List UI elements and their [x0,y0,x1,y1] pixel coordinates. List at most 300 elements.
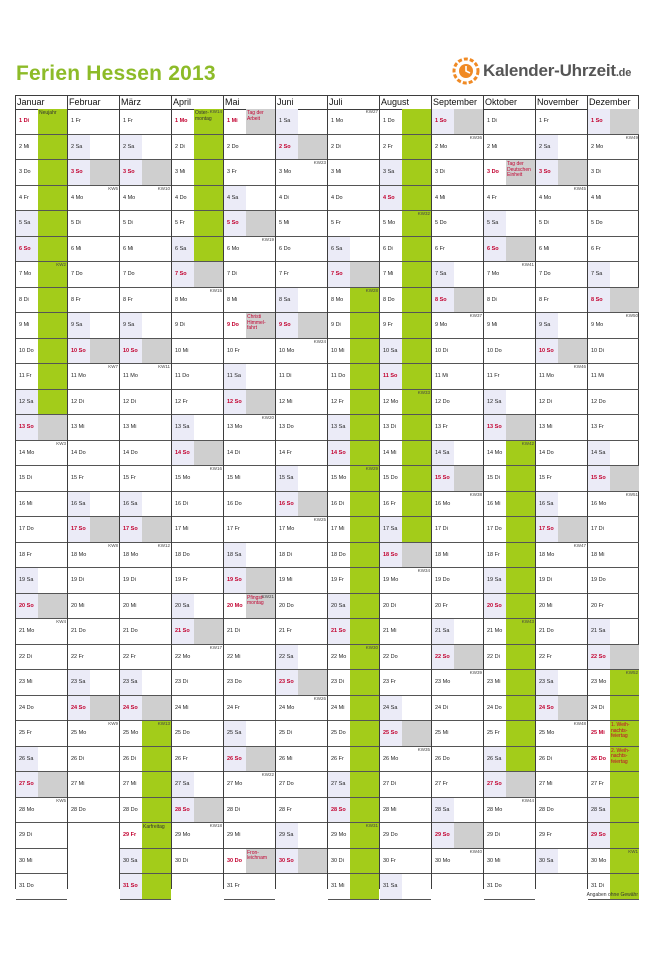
day-cell[interactable] [484,568,535,594]
day-cell[interactable] [120,772,171,798]
day-cell[interactable] [484,313,535,339]
day-cell[interactable] [380,466,431,492]
day-cell[interactable] [484,364,535,390]
day-cell[interactable] [172,211,223,237]
day-cell[interactable] [432,619,483,645]
day-cell[interactable] [484,415,535,441]
day-cell[interactable] [484,670,535,696]
day-cell[interactable] [588,696,639,722]
day-cell[interactable] [276,823,327,849]
day-cell[interactable] [224,619,275,645]
day-cell[interactable] [224,645,275,671]
day-cell[interactable] [328,237,379,263]
day-cell[interactable] [172,696,223,722]
day-cell[interactable] [68,747,119,773]
day-cell[interactable] [588,415,639,441]
day-cell[interactable] [172,517,223,543]
day-cell[interactable] [120,849,171,875]
day-cell[interactable] [16,543,67,569]
day-cell[interactable] [432,798,483,824]
day-cell[interactable] [68,364,119,390]
day-cell[interactable] [484,798,535,824]
day-cell[interactable] [16,288,67,314]
day-cell[interactable] [328,262,379,288]
day-cell[interactable] [68,492,119,518]
day-cell[interactable] [328,492,379,518]
day-cell[interactable] [120,415,171,441]
day-cell[interactable] [536,135,587,161]
day-cell[interactable] [380,441,431,467]
day-cell[interactable] [380,568,431,594]
day-cell[interactable] [120,543,171,569]
day-cell[interactable] [432,390,483,416]
day-cell[interactable] [328,798,379,824]
day-cell[interactable] [276,517,327,543]
day-cell[interactable] [432,645,483,671]
day-cell[interactable] [484,645,535,671]
day-cell[interactable] [276,262,327,288]
day-cell[interactable] [328,441,379,467]
day-cell[interactable] [536,721,587,747]
day-cell[interactable] [172,543,223,569]
day-cell[interactable] [224,772,275,798]
day-cell[interactable] [588,211,639,237]
day-cell[interactable] [276,466,327,492]
day-cell[interactable] [536,288,587,314]
day-cell[interactable] [380,109,431,135]
day-cell[interactable] [588,237,639,263]
day-cell[interactable] [536,619,587,645]
day-cell[interactable] [380,313,431,339]
day-cell[interactable] [172,288,223,314]
day-cell[interactable] [484,849,535,875]
day-cell[interactable] [120,441,171,467]
day-cell[interactable] [120,874,171,900]
day-cell[interactable] [16,211,67,237]
day-cell[interactable] [224,696,275,722]
day-cell[interactable] [328,186,379,212]
day-cell[interactable] [120,670,171,696]
day-cell[interactable] [224,237,275,263]
day-cell[interactable] [484,466,535,492]
day-cell[interactable] [224,798,275,824]
day-cell[interactable] [328,696,379,722]
day-cell[interactable] [588,594,639,620]
day-cell[interactable] [120,747,171,773]
day-cell[interactable] [588,543,639,569]
day-cell[interactable] [432,696,483,722]
day-cell[interactable] [172,772,223,798]
day-cell[interactable] [276,721,327,747]
day-cell[interactable] [588,619,639,645]
day-cell[interactable] [172,594,223,620]
day-cell[interactable] [536,237,587,263]
day-cell[interactable] [536,160,587,186]
day-cell[interactable] [16,823,67,849]
day-cell[interactable] [224,109,275,135]
day-cell[interactable] [172,441,223,467]
day-cell[interactable] [380,696,431,722]
day-cell[interactable] [16,721,67,747]
day-cell[interactable] [588,849,639,875]
day-cell[interactable] [484,594,535,620]
day-cell[interactable] [328,415,379,441]
day-cell[interactable] [328,390,379,416]
day-cell[interactable] [224,364,275,390]
day-cell[interactable] [224,186,275,212]
day-cell[interactable] [484,696,535,722]
day-cell[interactable] [276,364,327,390]
day-cell[interactable] [432,160,483,186]
day-cell[interactable] [484,211,535,237]
day-cell[interactable] [224,517,275,543]
day-cell[interactable] [172,237,223,263]
day-cell[interactable] [68,160,119,186]
day-cell[interactable] [16,874,67,900]
day-cell[interactable] [588,186,639,212]
day-cell[interactable] [120,109,171,135]
day-cell[interactable] [276,415,327,441]
day-cell[interactable] [16,186,67,212]
day-cell[interactable] [68,466,119,492]
day-cell[interactable] [484,721,535,747]
day-cell[interactable] [16,339,67,365]
day-cell[interactable] [224,211,275,237]
day-cell[interactable] [588,390,639,416]
site-logo[interactable] [451,52,641,90]
day-cell[interactable] [68,390,119,416]
day-cell[interactable] [276,186,327,212]
day-cell[interactable] [328,517,379,543]
day-cell[interactable] [588,109,639,135]
day-cell[interactable] [380,339,431,365]
day-cell[interactable] [588,262,639,288]
day-cell[interactable] [224,747,275,773]
day-cell[interactable] [172,109,223,135]
day-cell[interactable] [276,211,327,237]
day-cell[interactable] [484,339,535,365]
day-cell[interactable] [172,645,223,671]
day-cell[interactable] [380,135,431,161]
day-cell[interactable] [16,696,67,722]
day-cell[interactable] [172,364,223,390]
day-cell[interactable] [120,364,171,390]
day-cell[interactable] [380,237,431,263]
day-cell[interactable] [120,798,171,824]
day-cell[interactable] [380,645,431,671]
day-cell[interactable] [68,619,119,645]
day-cell[interactable] [328,670,379,696]
day-cell[interactable] [484,492,535,518]
day-cell[interactable] [536,109,587,135]
day-cell[interactable] [328,619,379,645]
day-cell[interactable] [588,670,639,696]
day-cell[interactable] [588,721,639,747]
day-cell[interactable] [484,517,535,543]
day-cell[interactable] [172,798,223,824]
day-cell[interactable] [276,339,327,365]
day-cell[interactable] [68,772,119,798]
day-cell[interactable] [536,211,587,237]
day-cell[interactable] [588,466,639,492]
day-cell[interactable] [380,517,431,543]
day-cell[interactable] [588,160,639,186]
day-cell[interactable] [68,670,119,696]
day-cell[interactable] [432,211,483,237]
day-cell[interactable] [484,135,535,161]
day-cell[interactable] [536,364,587,390]
day-cell[interactable] [380,747,431,773]
day-cell[interactable] [172,721,223,747]
day-cell[interactable] [432,262,483,288]
day-cell[interactable] [16,517,67,543]
day-cell[interactable] [172,313,223,339]
day-cell[interactable] [380,874,431,900]
day-cell[interactable] [16,237,67,263]
day-cell[interactable] [276,568,327,594]
day-cell[interactable] [276,645,327,671]
day-cell[interactable] [172,466,223,492]
day-cell[interactable] [380,849,431,875]
day-cell[interactable] [16,364,67,390]
day-cell[interactable] [16,568,67,594]
day-cell[interactable] [276,849,327,875]
day-cell[interactable] [120,186,171,212]
day-cell[interactable] [328,747,379,773]
day-cell[interactable] [276,135,327,161]
day-cell[interactable] [120,339,171,365]
day-cell[interactable] [328,645,379,671]
day-cell[interactable] [432,772,483,798]
day-cell[interactable] [432,823,483,849]
day-cell[interactable] [484,772,535,798]
day-cell[interactable] [588,823,639,849]
day-cell[interactable] [484,262,535,288]
day-cell[interactable] [484,823,535,849]
day-cell[interactable] [224,441,275,467]
day-cell[interactable] [588,288,639,314]
day-cell[interactable] [276,670,327,696]
day-cell[interactable] [484,747,535,773]
day-cell[interactable] [536,313,587,339]
day-cell[interactable] [588,645,639,671]
day-cell[interactable] [536,262,587,288]
day-cell[interactable] [16,390,67,416]
day-cell[interactable] [172,415,223,441]
day-cell[interactable] [276,160,327,186]
day-cell[interactable] [484,186,535,212]
day-cell[interactable] [380,594,431,620]
day-cell[interactable] [276,594,327,620]
day-cell[interactable] [68,696,119,722]
day-cell[interactable] [120,466,171,492]
day-cell[interactable] [432,670,483,696]
day-cell[interactable] [276,109,327,135]
day-cell[interactable] [68,721,119,747]
day-cell[interactable] [536,390,587,416]
day-cell[interactable] [16,262,67,288]
day-cell[interactable] [172,823,223,849]
day-cell[interactable] [68,135,119,161]
day-cell[interactable] [224,160,275,186]
day-cell[interactable] [432,747,483,773]
day-cell[interactable] [484,237,535,263]
day-cell[interactable] [224,568,275,594]
day-cell[interactable] [380,211,431,237]
day-cell[interactable] [432,568,483,594]
day-cell[interactable] [120,619,171,645]
day-cell[interactable] [328,211,379,237]
day-cell[interactable] [224,492,275,518]
day-cell[interactable] [328,466,379,492]
day-cell[interactable] [380,543,431,569]
day-cell[interactable] [276,237,327,263]
day-cell[interactable] [120,237,171,263]
day-cell[interactable] [328,313,379,339]
day-cell[interactable] [536,415,587,441]
day-cell[interactable] [120,288,171,314]
day-cell[interactable] [68,415,119,441]
day-cell[interactable] [276,441,327,467]
day-cell[interactable] [380,670,431,696]
day-cell[interactable] [68,186,119,212]
day-cell[interactable] [68,441,119,467]
day-cell[interactable] [588,747,639,773]
day-cell[interactable] [120,492,171,518]
day-cell[interactable] [380,288,431,314]
day-cell[interactable] [224,823,275,849]
day-cell[interactable] [120,390,171,416]
day-cell[interactable] [172,262,223,288]
day-cell[interactable] [16,747,67,773]
day-cell[interactable] [328,874,379,900]
day-cell[interactable] [16,594,67,620]
day-cell[interactable] [536,645,587,671]
day-cell[interactable] [224,543,275,569]
day-cell[interactable] [276,390,327,416]
day-cell[interactable] [328,135,379,161]
day-cell[interactable] [276,288,327,314]
day-cell[interactable] [432,339,483,365]
day-cell[interactable] [16,466,67,492]
day-cell[interactable] [16,441,67,467]
day-cell[interactable] [588,339,639,365]
day-cell[interactable] [536,696,587,722]
day-cell[interactable] [224,849,275,875]
day-cell[interactable] [432,313,483,339]
day-cell[interactable] [536,441,587,467]
day-cell[interactable] [276,619,327,645]
day-cell[interactable] [328,364,379,390]
day-cell[interactable] [120,645,171,671]
day-cell[interactable] [536,466,587,492]
day-cell[interactable] [432,441,483,467]
day-cell[interactable] [536,543,587,569]
day-cell[interactable] [120,568,171,594]
day-cell[interactable] [432,721,483,747]
day-cell[interactable] [224,339,275,365]
day-cell[interactable] [328,339,379,365]
day-cell[interactable] [172,186,223,212]
day-cell[interactable] [432,109,483,135]
day-cell[interactable] [380,186,431,212]
day-cell[interactable] [328,568,379,594]
day-cell[interactable] [536,670,587,696]
day-cell[interactable] [16,492,67,518]
day-cell[interactable] [172,619,223,645]
day-cell[interactable] [276,313,327,339]
day-cell[interactable] [432,492,483,518]
day-cell[interactable] [120,823,171,849]
day-cell[interactable] [484,619,535,645]
day-cell[interactable] [380,492,431,518]
day-cell[interactable] [536,823,587,849]
day-cell[interactable] [588,568,639,594]
day-cell[interactable] [16,619,67,645]
day-cell[interactable] [432,237,483,263]
day-cell[interactable] [120,211,171,237]
day-cell[interactable] [328,849,379,875]
day-cell[interactable] [172,339,223,365]
day-cell[interactable] [120,262,171,288]
day-cell[interactable] [16,313,67,339]
day-cell[interactable] [328,109,379,135]
day-cell[interactable] [328,772,379,798]
day-cell[interactable] [536,747,587,773]
day-cell[interactable] [172,670,223,696]
day-cell[interactable] [68,288,119,314]
day-cell[interactable] [172,135,223,161]
day-cell[interactable] [484,390,535,416]
day-cell[interactable] [380,262,431,288]
day-cell[interactable] [432,594,483,620]
day-cell[interactable] [16,160,67,186]
day-cell[interactable] [68,339,119,365]
day-cell[interactable] [224,466,275,492]
day-cell[interactable] [224,721,275,747]
day-cell[interactable] [68,313,119,339]
day-cell[interactable] [120,313,171,339]
day-cell[interactable] [588,798,639,824]
day-cell[interactable] [172,849,223,875]
day-cell[interactable] [536,492,587,518]
day-cell[interactable] [224,874,275,900]
day-cell[interactable] [588,492,639,518]
day-cell[interactable] [68,109,119,135]
day-cell[interactable] [536,568,587,594]
day-cell[interactable] [328,160,379,186]
day-cell[interactable] [536,186,587,212]
day-cell[interactable] [432,849,483,875]
day-cell[interactable] [68,568,119,594]
day-cell[interactable] [484,288,535,314]
day-cell[interactable] [276,492,327,518]
day-cell[interactable] [536,594,587,620]
day-cell[interactable] [536,339,587,365]
day-cell[interactable] [16,772,67,798]
day-cell[interactable] [432,364,483,390]
day-cell[interactable] [68,543,119,569]
day-cell[interactable] [380,619,431,645]
day-cell[interactable] [380,390,431,416]
day-cell[interactable] [276,798,327,824]
day-cell[interactable] [16,645,67,671]
day-cell[interactable] [120,135,171,161]
day-cell[interactable] [380,160,431,186]
day-cell[interactable] [380,364,431,390]
day-cell[interactable] [16,415,67,441]
day-cell[interactable] [328,543,379,569]
